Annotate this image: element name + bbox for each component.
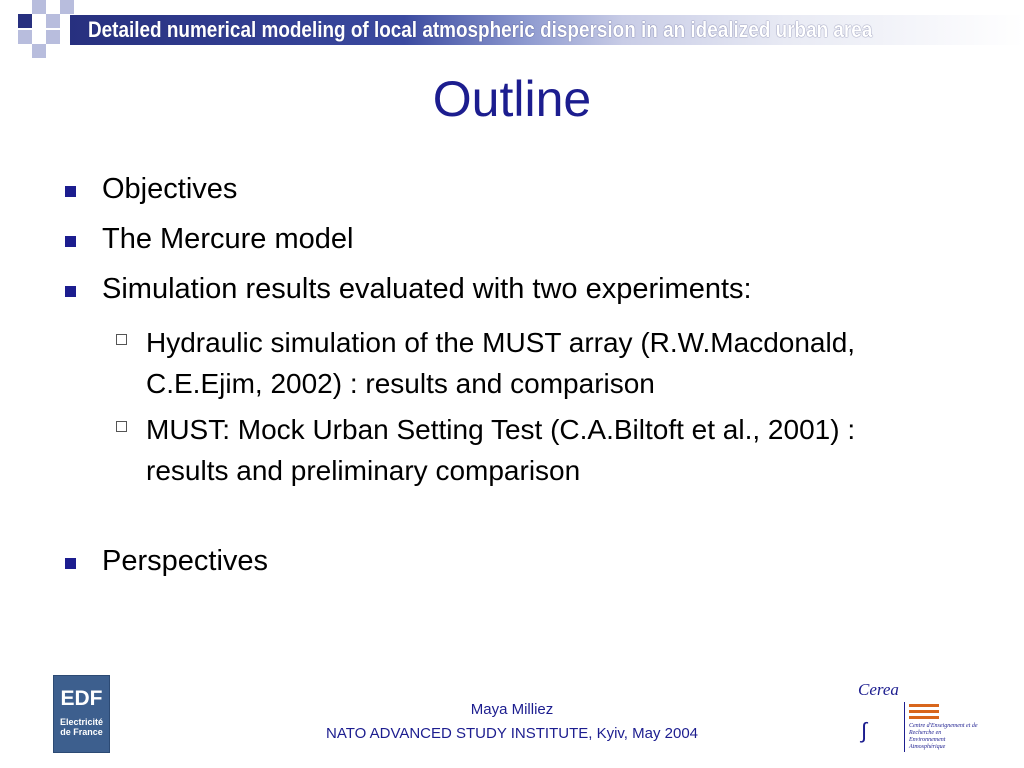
edf-logo [53, 675, 110, 753]
checkbox-bullet-icon [116, 421, 127, 432]
cerea-logo-desc: Centre d'Enseignement et de Recherche en Environnement Atmosphérique [909, 723, 978, 750]
decor-square-2 [32, 0, 46, 14]
outline-list-tail [60, 544, 960, 594]
outline-item [60, 222, 960, 257]
footer-author: Maya Milliez [470, 701, 554, 718]
edf-logo-subtext-2: de France [60, 727, 103, 737]
cerea-emblem-icon: ∫ [861, 718, 868, 743]
square-bullet-icon [65, 186, 76, 197]
square-bullet-icon [65, 286, 76, 297]
outline-subitem [112, 322, 912, 404]
checkbox-bullet-icon [116, 334, 127, 345]
slide-title: Outline [432, 71, 592, 127]
cerea-logo [852, 680, 982, 760]
outline-item [60, 272, 960, 307]
decor-square-6 [32, 44, 46, 58]
decor-square-7 [46, 30, 60, 44]
outline-item [60, 544, 960, 579]
outline-item-text: Objectives [102, 173, 238, 205]
decor-square-5 [18, 30, 32, 44]
cerea-stripe [909, 716, 939, 719]
outline-list [60, 172, 960, 307]
decor-square-1 [18, 14, 32, 28]
outline-subitem-text: MUST: Mock Urban Setting Test (C.A.Biltoft et al., 2001) : results and preliminary comparison [146, 414, 856, 486]
cerea-stripe [909, 704, 939, 707]
cerea-stripe [909, 710, 939, 713]
outline-item-text: Perspectives [102, 545, 269, 577]
decor-square-3 [46, 14, 60, 28]
cerea-logo-word: Cerea [858, 680, 899, 699]
square-bullet-icon [65, 558, 76, 569]
outline-subitem [112, 409, 912, 491]
outline-item-text: The Mercure model [102, 223, 354, 255]
outline-item [60, 172, 960, 207]
footer-event: NATO ADVANCED STUDY INSTITUTE, Kyiv, May 2004 [325, 725, 699, 742]
edf-logo-subtext-1: Electricité [59, 717, 104, 727]
outline-sublist [112, 322, 912, 496]
square-bullet-icon [65, 236, 76, 247]
decor-square-4 [60, 0, 74, 14]
banner-title: Detailed numerical modeling of local atmospheric dispersion in an idealized urban area [88, 17, 873, 42]
outline-item-text: Simulation results evaluated with two experiments: [102, 273, 752, 305]
edf-logo-text: EDF [60, 687, 103, 710]
cerea-divider [904, 702, 905, 752]
outline-subitem-text: Hydraulic simulation of the MUST array (R.W.Macdonald, C.E.Ejim, 2002) : results and comparison [146, 327, 856, 399]
